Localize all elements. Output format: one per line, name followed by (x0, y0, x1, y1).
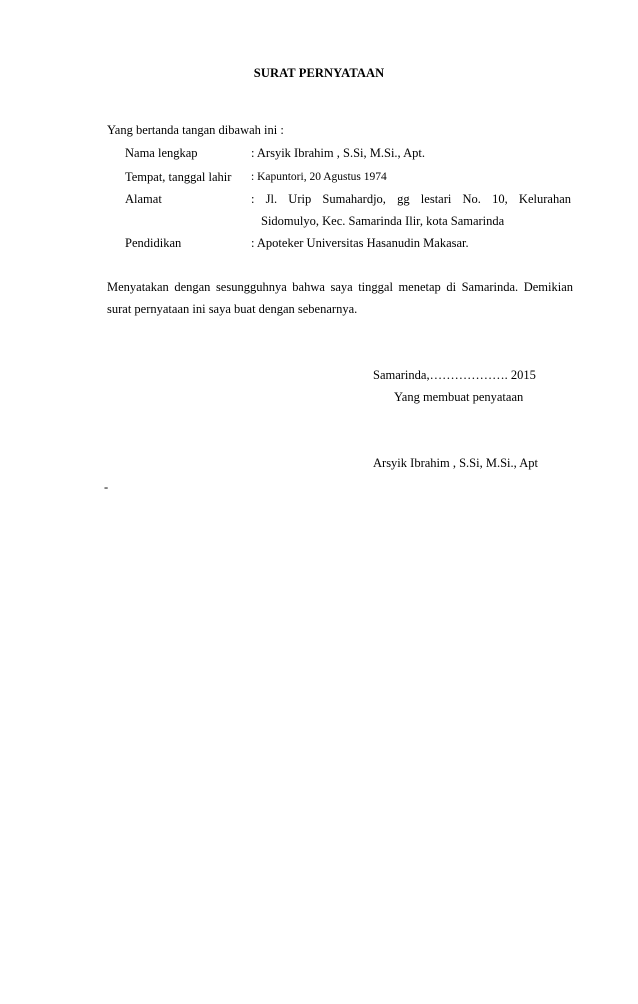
maker-label: Yang membuat penyataan (394, 390, 524, 404)
field-value-nama: : Arsyik Ibrahim , S.Si, M.Si., Apt. (251, 146, 425, 160)
signer-name: Arsyik Ibrahim , S.Si, M.Si., Apt (373, 456, 538, 470)
trailing-mark: - (104, 480, 109, 494)
field-value-alamat-cont: Sidomulyo, Kec. Samarinda Ilir, kota Samarinda (261, 214, 505, 228)
document-title: SURAT PERNYATAAN (253, 66, 385, 80)
place-date: Samarinda,………………. 2015 (373, 368, 536, 382)
intro-text: Yang bertanda tangan dibawah ini : (107, 123, 284, 137)
field-label-alamat: Alamat (125, 192, 162, 206)
field-value-pendidikan: : Apoteker Universitas Hasanudin Makasar. (251, 236, 469, 250)
field-label-ttl: Tempat, tanggal lahir (125, 170, 232, 184)
statement-line-2: surat pernyataan ini saya buat dengan sebenarnya. (107, 302, 358, 316)
field-value-alamat: : Jl. Urip Sumahardjo, gg lestari No. 10, Kelurahan (251, 192, 571, 206)
statement-line-1: Menyatakan dengan sesungguhnya bahwa saya tinggal menetap di Samarinda. Demikian (107, 280, 573, 294)
field-label-nama: Nama lengkap (125, 146, 198, 160)
field-value-ttl: : Kapuntori, 20 Agustus 1974 (251, 171, 387, 183)
field-label-pendidikan: Pendidikan (125, 236, 182, 250)
